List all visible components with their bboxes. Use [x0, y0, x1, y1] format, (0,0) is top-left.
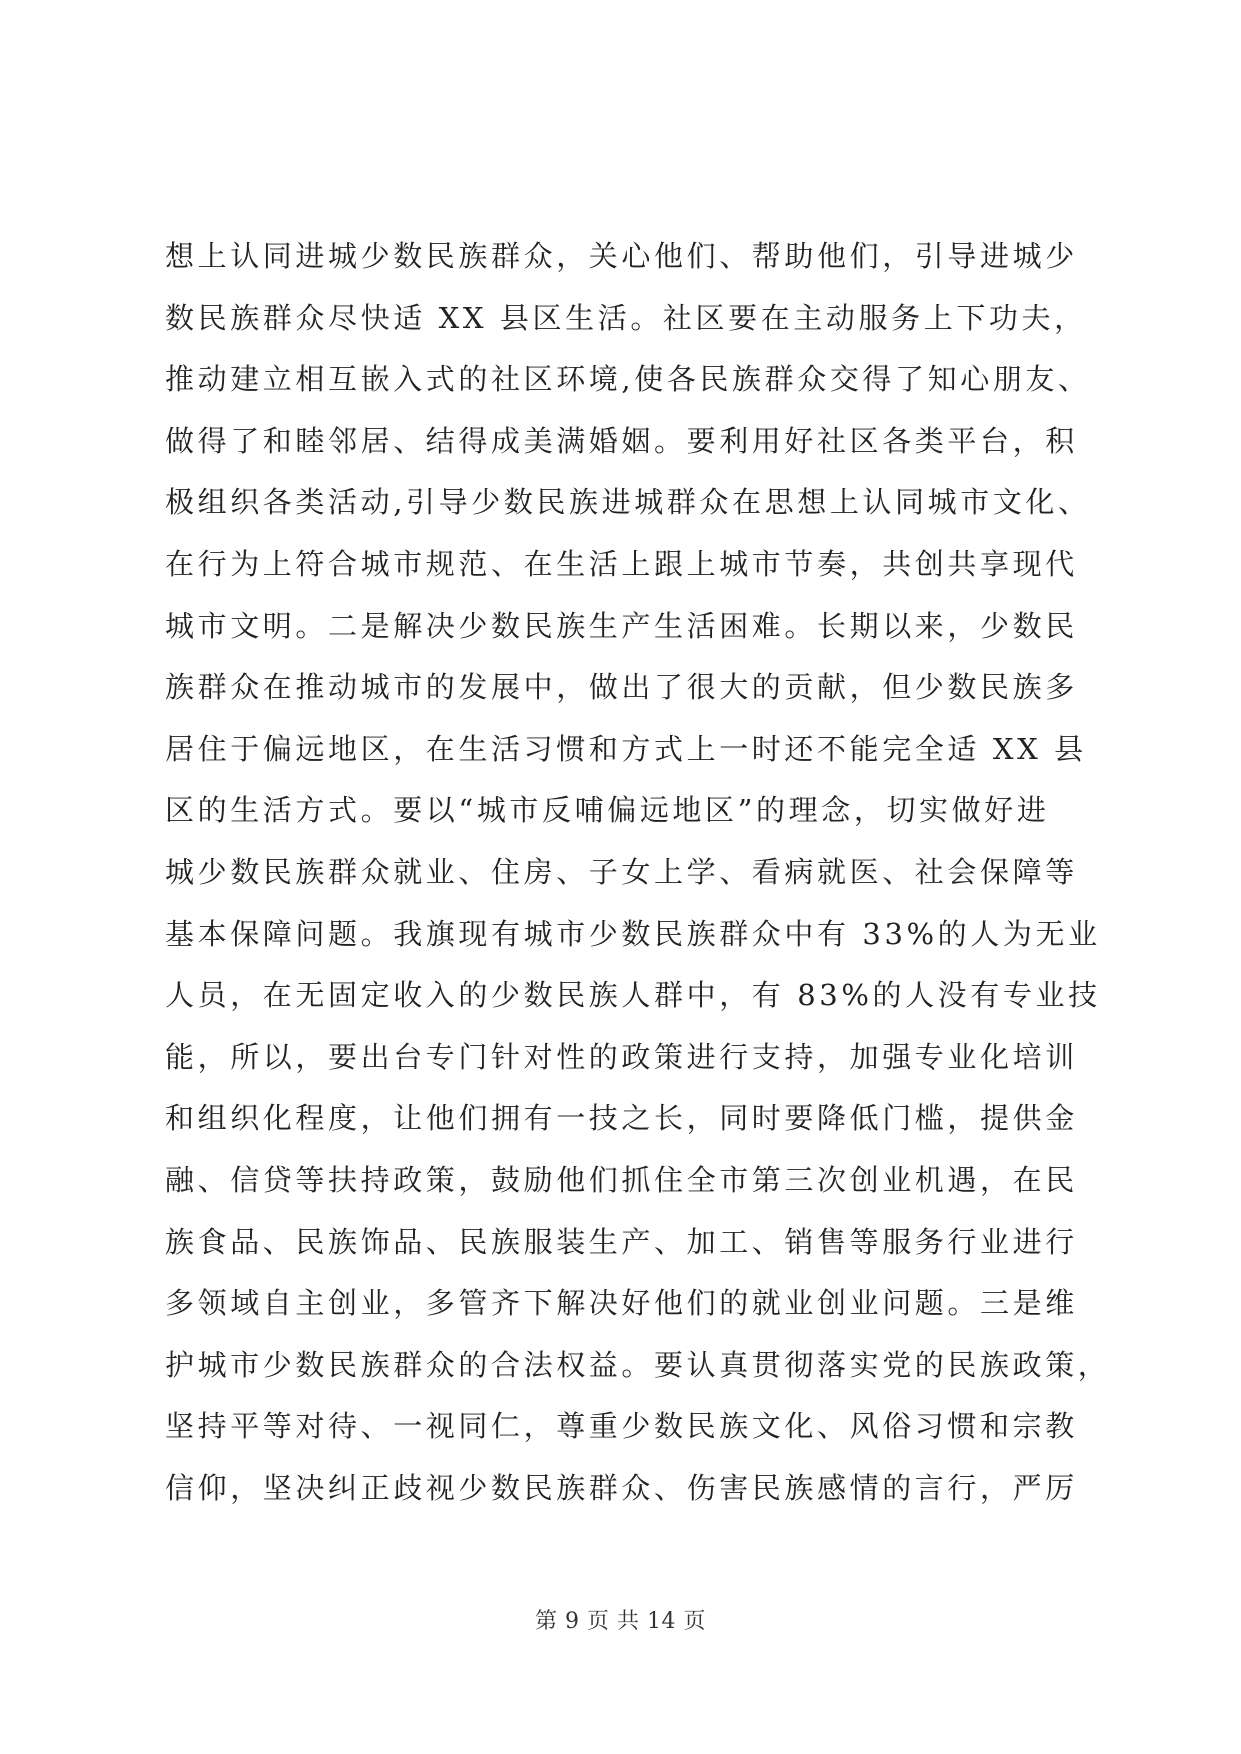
document-body: [165, 226, 1125, 1519]
body-line: 想上认同进城少数民族群众，关心他们、帮助他们，引导进城少: [165, 239, 1078, 273]
body-line: 推动建立相互嵌入式的社区环境,使各民族群众交得了知心朋友、: [165, 362, 1091, 397]
body-line: 极组织各类活动,引导少数民族进城群众在思想上认同城市文化、: [165, 485, 1091, 520]
body-line: 坚持平等对待、一视同仁，尊重少数民族文化、风俗习惯和宗教: [165, 1409, 1078, 1444]
body-line: 护城市少数民族群众的合法权益。要认真贯彻落实党的民族政策，: [165, 1347, 1111, 1382]
body-line: 基本保障问题。我旗现有城市少数民族群众中有 33%的人为无业: [165, 916, 1101, 951]
body-line: 人员，在无固定收入的少数民族人群中，有 83%的人没有专业技: [165, 978, 1101, 1013]
body-line: 族群众在推动城市的发展中，做出了很大的贡献，但少数民族多: [165, 670, 1078, 705]
body-line: 城市文明。二是解决少数民族生产生活困难。长期以来，少数民: [165, 608, 1078, 643]
body-line: 在行为上符合城市规范、在生活上跟上城市节奏，共创共享现代: [165, 546, 1078, 581]
body-line: 多领域自主创业，多管齐下解决好他们的就业创业问题。三是维: [165, 1286, 1078, 1321]
body-line: 区的生活方式。要以“城市反哺偏远地区”的理念，切实做好进: [165, 793, 1050, 828]
body-line: 数民族群众尽快适 XX 县区生活。社区要在主动服务上下功夫，: [165, 300, 1087, 335]
body-line: 能，所以，要出台专门针对性的政策进行支持，加强专业化培训: [165, 1039, 1078, 1074]
body-line: 融、信贷等扶持政策，鼓励他们抓住全市第三次创业机遇，在民: [165, 1162, 1078, 1197]
body-line: 和组织化程度，让他们拥有一技之长，同时要降低门槛，提供金: [165, 1101, 1078, 1136]
body-line: 城少数民族群众就业、住房、子女上学、看病就医、社会保障等: [165, 854, 1078, 889]
body-line: 族食品、民族饰品、民族服装生产、加工、销售等服务行业进行: [165, 1224, 1078, 1259]
body-line: 居住于偏远地区，在生活习惯和方式上一时还不能完全适 XX 县: [165, 731, 1087, 766]
page-number-footer: 第 9 页 共 14 页: [535, 1609, 706, 1634]
body-line: 做得了和睦邻居、结得成美满婚姻。要利用好社区各类平台，积: [165, 423, 1078, 458]
body-line: 信仰，坚决纠正歧视少数民族群众、伤害民族感情的言行，严厉: [165, 1470, 1078, 1505]
